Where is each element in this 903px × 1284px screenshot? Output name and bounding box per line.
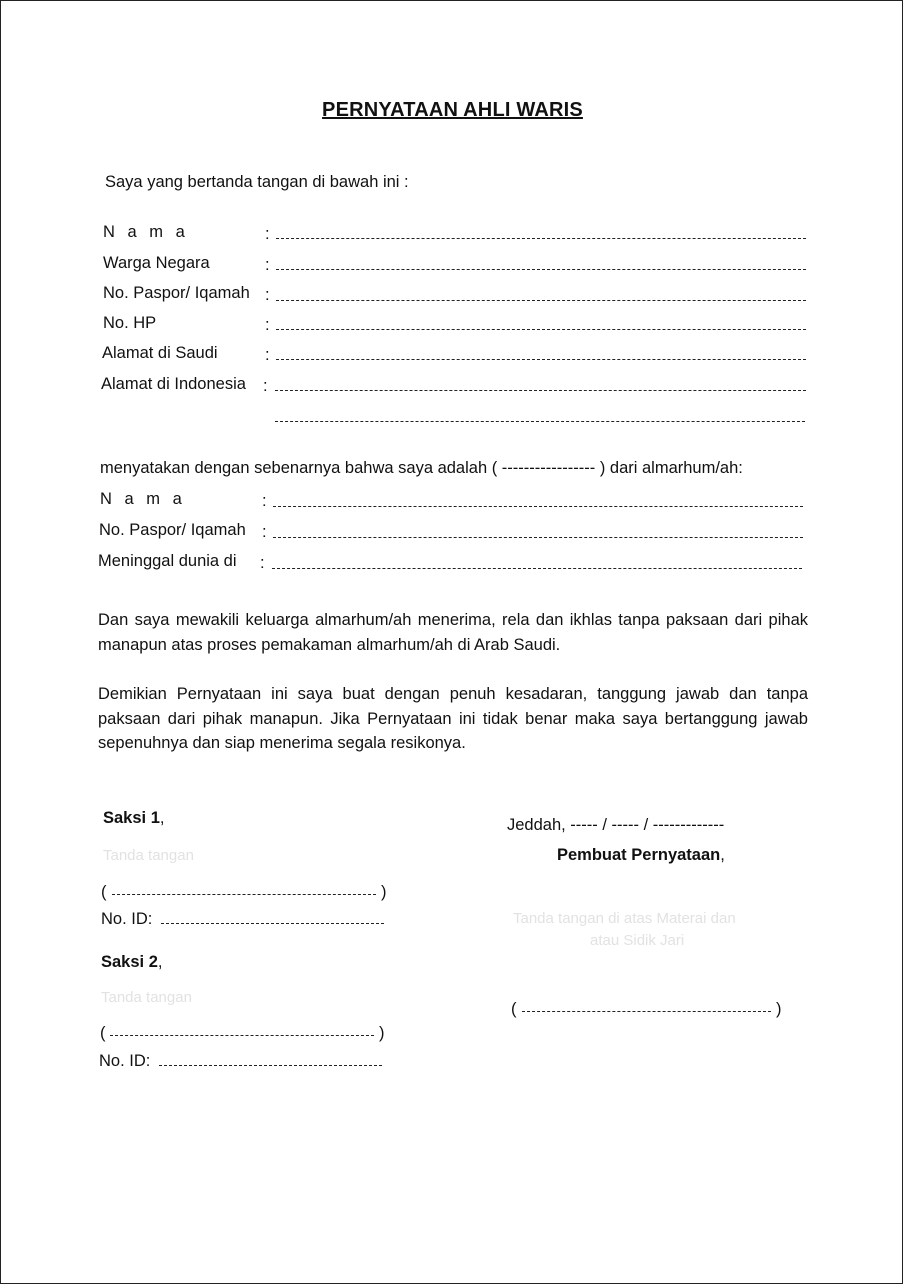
- intro-text: Saya yang bertanda tangan di bawah ini :: [105, 173, 409, 191]
- declaration-relation-blank[interactable]: -----------------: [501, 459, 596, 477]
- signer-signature-hint-2: atau Sidik Jari: [590, 932, 685, 949]
- field-colon: :: [265, 256, 270, 274]
- blank-line-nama[interactable]: [276, 238, 806, 239]
- witness2-name-line[interactable]: [110, 1035, 374, 1036]
- comma: ,: [720, 846, 725, 864]
- witness2-paren-open: (: [100, 1024, 106, 1042]
- field-colon: :: [265, 346, 270, 364]
- document-title: PERNYATAAN AHLI WARIS: [322, 99, 583, 121]
- signer-title: Pembuat Pernyataan: [557, 846, 721, 864]
- blank-line-paspor-almarhum[interactable]: [273, 537, 803, 538]
- field-colon: :: [262, 492, 267, 510]
- place-date-line[interactable]: Jeddah, ----- / ----- / -------------: [507, 816, 725, 834]
- field-colon: :: [265, 316, 270, 334]
- field-label-nama: N a m a: [103, 223, 189, 241]
- paragraph-consent: Dan saya mewakili keluarga almarhum/ah menerima, rela dan ikhlas tanpa paksaan dari pihak manapun atas proses pemakaman almarhum/ah di Arab Saudi.: [98, 611, 808, 654]
- field-label-warga-negara: Warga Negara: [103, 254, 210, 272]
- witness2-signature-hint: Tanda tangan: [101, 989, 192, 1006]
- witness2-title: Saksi 2: [101, 953, 158, 971]
- field-label-alamat-indonesia: Alamat di Indonesia: [101, 375, 246, 393]
- signer-paren-open: (: [511, 1000, 517, 1018]
- witness2-id-label: No. ID:: [99, 1052, 151, 1070]
- declaration-line: [100, 459, 743, 478]
- blank-line-paspor[interactable]: [276, 300, 806, 301]
- signer-paren-close: ): [776, 1000, 782, 1018]
- field-colon: :: [260, 554, 265, 572]
- declaration-after: ) dari almarhum/ah:: [599, 459, 743, 477]
- signer-heading: [557, 846, 725, 865]
- witness1-paren-close: ): [381, 883, 387, 901]
- field-label-nama-almarhum: N a m a: [100, 490, 186, 508]
- field-label-meninggal-di: Meninggal dunia di: [98, 552, 237, 570]
- field-colon: :: [263, 377, 268, 395]
- field-label-hp: No. HP: [103, 314, 157, 332]
- witness1-title: Saksi 1: [103, 809, 160, 827]
- field-label-alamat-saudi: Alamat di Saudi: [102, 344, 218, 362]
- blank-line-alamat-indonesia-2[interactable]: [275, 421, 805, 422]
- witness1-name-line[interactable]: [112, 894, 376, 895]
- witness1-id-label: No. ID:: [101, 910, 153, 928]
- blank-line-meninggal-di[interactable]: [272, 568, 802, 569]
- field-colon: :: [265, 225, 270, 243]
- witness2-paren-close: ): [379, 1024, 385, 1042]
- blank-line-warga-negara[interactable]: [276, 269, 806, 270]
- witness2-id-line[interactable]: [159, 1065, 382, 1066]
- blank-line-nama-almarhum[interactable]: [273, 506, 803, 507]
- witness1-id-line[interactable]: [161, 923, 384, 924]
- witness1-paren-open: (: [101, 883, 107, 901]
- blank-line-alamat-indonesia[interactable]: [275, 390, 806, 391]
- signer-signature-hint-1: Tanda tangan di atas Materai dan: [513, 910, 736, 927]
- witness1-heading: [103, 809, 164, 828]
- comma: ,: [159, 809, 165, 827]
- declaration-before: menyatakan dengan sebenarnya bahwa saya adalah (: [100, 459, 498, 477]
- blank-line-hp[interactable]: [276, 329, 806, 330]
- field-colon: :: [265, 286, 270, 304]
- field-colon: :: [262, 523, 267, 541]
- comma: ,: [157, 953, 163, 971]
- paragraph-closing: Demikian Pernyataan ini saya buat dengan penuh kesadaran, tanggung jawab dan tanpa paksaan dari pihak manapun. Jika Pernyataan ini tidak benar maka saya bertanggung jawab sepenuhnya dan siap menerima segala resikonya.: [98, 685, 808, 752]
- signer-name-line[interactable]: [522, 1011, 771, 1012]
- field-label-paspor-almarhum: No. Paspor/ Iqamah: [99, 521, 246, 539]
- blank-line-alamat-saudi[interactable]: [276, 359, 806, 360]
- witness1-signature-hint: Tanda tangan: [103, 847, 194, 864]
- field-label-paspor: No. Paspor/ Iqamah: [103, 284, 250, 302]
- witness2-heading: [101, 953, 162, 972]
